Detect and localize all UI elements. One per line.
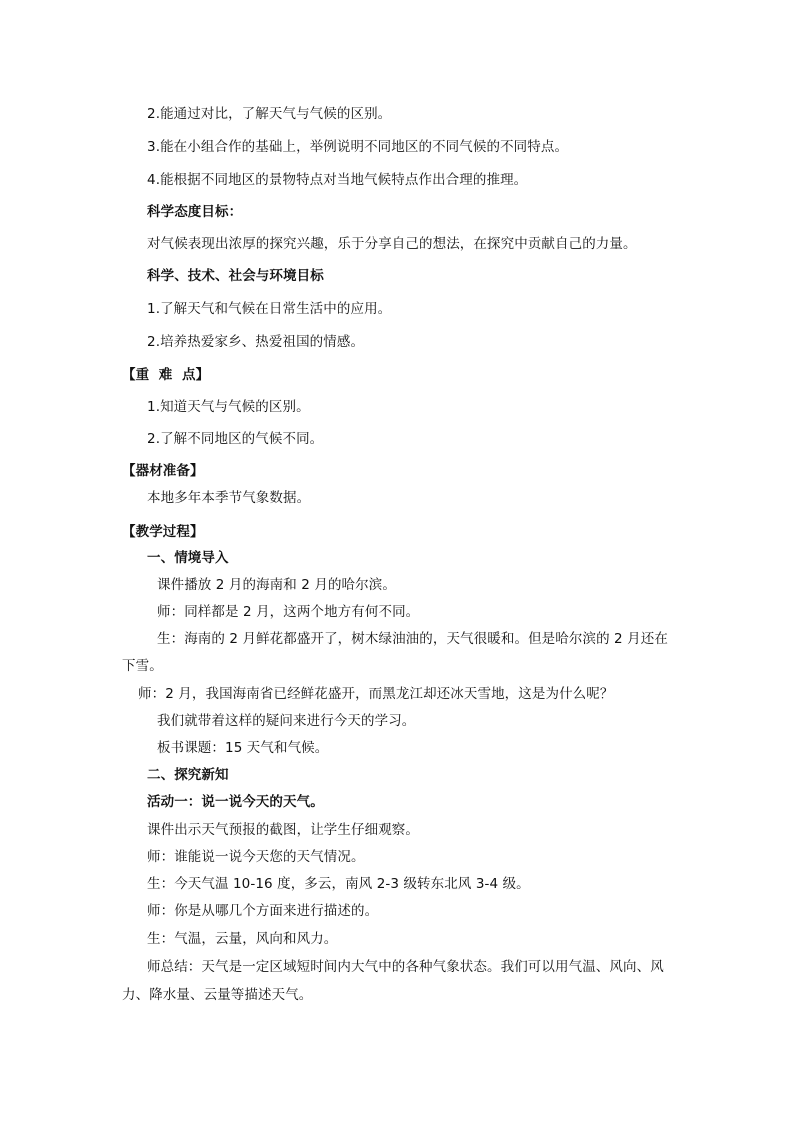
sts-item: 2.培养热爱家乡、热爱祖国的情感。 — [147, 334, 365, 350]
paragraph-line: 师：谁能说一说今天您的天气情况。 — [147, 849, 365, 865]
paragraph-line: 生：气温，云量，风向和风力。 — [147, 931, 338, 947]
activity-title: 活动一：说一说今天的天气。 — [147, 794, 324, 810]
process-heading: 【教学过程】 — [122, 524, 204, 540]
sts-heading: 科学、技术、社会与环境目标 — [147, 268, 324, 284]
paragraph-line: 课件播放 2 月的海南和 2 月的哈尔滨。 — [157, 577, 396, 593]
key-points-heading: 【重 难 点】 — [122, 367, 210, 383]
paragraph-line: 课件出示天气预报的截图，让学生仔细观察。 — [147, 822, 419, 838]
attitude-heading: 科学态度目标： — [147, 204, 243, 220]
materials-text: 本地多年本季节气象数据。 — [147, 490, 311, 506]
objective-item: 3.能在小组合作的基础上，举例说明不同地区的不同气候的不同特点。 — [147, 139, 569, 155]
paragraph-line: 生：今天气温 10-16 度，多云，南风 2-3 级转东北风 3-4 级。 — [147, 876, 530, 892]
paragraph-line: 师：同样都是 2 月，这两个地方有何不同。 — [157, 604, 420, 620]
paragraph-line: 师总结：天气是一定区域短时间内大气中的各种气象状态。我们可以用气温、风向、风 — [147, 959, 664, 975]
section-title: 二、探究新知 — [147, 767, 229, 783]
section-title: 一、情境导入 — [147, 550, 229, 566]
attitude-text: 对气候表现出浓厚的探究兴趣，乐于分享自己的想法，在探究中贡献自己的力量。 — [147, 236, 637, 252]
paragraph-line: 力、降水量、云量等描述天气。 — [122, 987, 313, 1003]
key-point-item: 2.了解不同地区的气候不同。 — [147, 431, 324, 447]
paragraph-line: 我们就带着这样的疑问来进行今天的学习。 — [157, 713, 416, 729]
objective-item: 2.能通过对比，了解天气与气候的区别。 — [147, 106, 392, 122]
paragraph-line: 师：2 月，我国海南省已经鲜花盛开，而黑龙江却还冰天雪地，这是为什么呢？ — [138, 686, 614, 702]
objective-item: 4.能根据不同地区的景物特点对当地气候特点作出合理的推理。 — [147, 172, 528, 188]
paragraph-line: 下雪。 — [122, 658, 163, 674]
paragraph-line: 生：海南的 2 月鲜花都盛开了，树木绿油油的，天气很暖和。但是哈尔滨的 2 月还在 — [157, 631, 668, 647]
sts-item: 1.了解天气和气候在日常生活中的应用。 — [147, 301, 392, 317]
paragraph-line: 师：你是从哪几个方面来进行描述的。 — [147, 903, 379, 919]
paragraph-line: 板书课题：15 天气和气候。 — [157, 740, 329, 756]
key-point-item: 1.知道天气与气候的区别。 — [147, 399, 310, 415]
materials-heading: 【器材准备】 — [122, 463, 204, 479]
